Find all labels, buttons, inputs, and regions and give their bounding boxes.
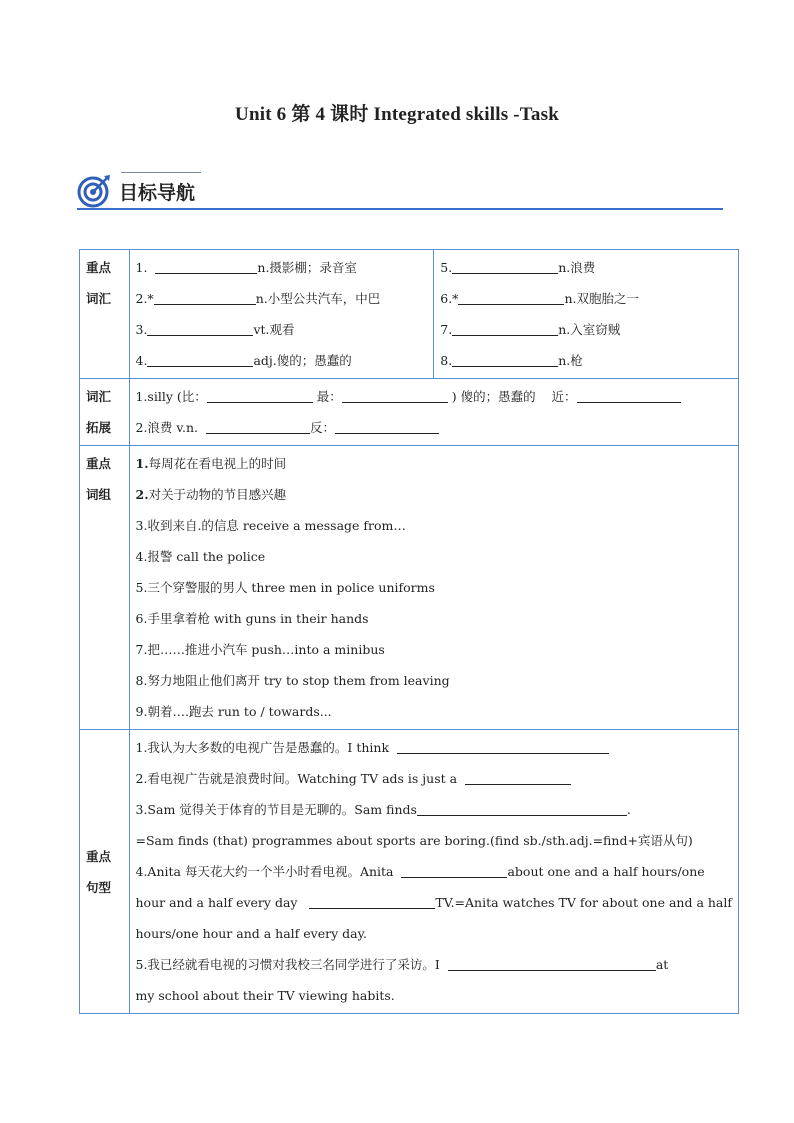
answer-blank[interactable]	[452, 352, 558, 367]
category-line: 词组	[86, 487, 112, 502]
phrase-item	[136, 696, 733, 727]
answer-blank[interactable]	[335, 419, 439, 434]
item-meaning: n.枪	[558, 353, 583, 368]
sentence-item	[136, 732, 733, 763]
sentence-text: 5.我已经就看电视的习惯对我校三名同学进行了采访。I	[135, 957, 440, 972]
expansion-cell	[129, 379, 739, 446]
item-meaning: adj.傻的；愚蠢的	[253, 353, 352, 368]
category-line: 重点	[86, 260, 112, 275]
sentence-text: at	[655, 957, 669, 972]
sentence-text: 2.看电视广告就是浪费时间。Watching TV ads is just a	[135, 771, 458, 786]
page-title: Unit 6 第 4 课时 Integrated skills -Task	[235, 104, 559, 125]
sentence-text: =Sam finds (that) programmes about sports are boring.(find sb./sth.adj.=find+宾语从句)	[135, 833, 693, 848]
phrase-text: 收到来自.的信息 receive a message from…	[147, 518, 406, 533]
vocab-item	[136, 252, 428, 283]
expansion-row	[80, 379, 739, 446]
sentence-text: about one and a half hours/one	[507, 864, 705, 879]
category-line: 词汇	[86, 389, 112, 404]
answer-blank[interactable]	[342, 388, 448, 403]
phrase-item	[136, 479, 733, 510]
answer-blank[interactable]	[465, 770, 571, 785]
answer-blank[interactable]	[154, 290, 256, 305]
phrase-text: 每周花在看电视上的时间	[148, 456, 287, 471]
section-title: 目标导航	[119, 182, 196, 204]
expansion-line	[136, 412, 733, 443]
expansion-text: 反：	[309, 420, 335, 435]
phrase-item	[136, 603, 733, 634]
answer-blank[interactable]	[397, 739, 609, 754]
vocab-item	[136, 283, 428, 314]
item-meaning: n.入室窃贼	[558, 322, 621, 337]
item-num: 7.	[135, 642, 148, 657]
item-num: 2.*	[135, 291, 154, 306]
item-num: 4.	[135, 549, 148, 564]
category-line: 词汇	[86, 291, 112, 306]
item-num: 6.*	[440, 291, 459, 306]
answer-blank[interactable]	[207, 388, 313, 403]
answer-blank[interactable]	[147, 321, 253, 336]
vocab-item	[440, 345, 732, 376]
sentence-item	[136, 949, 733, 980]
answer-blank[interactable]	[448, 956, 656, 971]
answer-blank[interactable]	[401, 863, 507, 878]
sentences-row	[80, 730, 739, 1014]
item-num: 1.	[135, 260, 148, 275]
answer-blank[interactable]	[147, 352, 253, 367]
answer-blank[interactable]	[452, 259, 558, 274]
header-top-line	[121, 172, 201, 173]
vocab-item	[440, 283, 732, 314]
phrase-item	[136, 634, 733, 665]
phrase-text: 对关于动物的节目感兴趣	[148, 487, 287, 502]
item-num: 2.	[135, 487, 149, 502]
item-num: 4.	[135, 353, 148, 368]
item-num: 5.	[135, 580, 148, 595]
item-num: 3.	[135, 322, 148, 337]
category-line: 重点	[86, 456, 112, 471]
sentence-text: TV.=Anita watches TV for about one and a half	[435, 895, 732, 910]
item-num: 7.	[440, 322, 453, 337]
answer-blank[interactable]	[452, 321, 558, 336]
expansion-line	[136, 381, 733, 412]
sentences-category	[80, 730, 130, 1014]
phrase-item	[136, 510, 733, 541]
phrase-item	[136, 448, 733, 479]
category-line: 拓展	[86, 420, 112, 435]
phrases-row	[80, 446, 739, 730]
expansion-text: 1.silly (比：	[135, 389, 207, 404]
item-meaning: n.摄影棚；录音室	[257, 260, 357, 275]
expansion-text: ) 傻的；愚蠢的	[451, 389, 536, 404]
study-table	[79, 249, 739, 1014]
answer-blank[interactable]	[309, 894, 435, 909]
phrase-item	[136, 665, 733, 696]
phrases-cell	[129, 446, 739, 730]
item-num: 5.	[440, 260, 453, 275]
expansion-text: 最：	[316, 389, 342, 404]
item-num: 6.	[135, 611, 148, 626]
phrases-category	[80, 446, 130, 730]
answer-blank[interactable]	[155, 259, 257, 274]
answer-blank[interactable]	[417, 801, 627, 816]
item-num: 8.	[135, 673, 148, 688]
sentence-item	[136, 794, 733, 825]
sentence-text: 1.我认为大多数的电视广告是愚蠢的。I think	[135, 740, 390, 755]
item-num: 1.	[135, 456, 149, 471]
phrase-item	[136, 572, 733, 603]
phrase-text: 把……推进小汽车 push…into a minibus	[147, 642, 385, 657]
sentence-text: 3.Sam 觉得关于体育的节目是无聊的。Sam finds	[135, 802, 417, 817]
section-header	[77, 170, 723, 212]
category-line: 重点	[86, 848, 112, 864]
expansion-category	[80, 379, 130, 446]
sentence-item	[136, 918, 733, 949]
sentence-item	[136, 763, 733, 794]
vocab-grid	[130, 250, 739, 378]
target-icon	[77, 174, 111, 208]
vocab-cell	[129, 250, 739, 379]
phrase-item	[136, 541, 733, 572]
vocab-item	[136, 314, 428, 345]
vocab-right-column	[434, 250, 738, 378]
item-meaning: n.浪费	[558, 260, 596, 275]
item-num: 3.	[135, 518, 148, 533]
vocab-item	[440, 314, 732, 345]
expansion-text: 近：	[551, 389, 577, 404]
sentence-item	[136, 825, 733, 856]
sentence-item	[136, 980, 733, 1011]
phrase-text: 朝着….跑去 run to / towards...	[147, 704, 332, 719]
phrase-text: 报警 call the police	[147, 549, 266, 564]
sentence-item	[136, 887, 733, 918]
category-line: 句型	[86, 879, 112, 895]
section-rule	[77, 208, 723, 210]
answer-blank[interactable]	[458, 290, 564, 305]
answer-blank[interactable]	[206, 419, 310, 434]
expansion-text: 2.浪费 v.n.	[135, 420, 198, 435]
item-num: 9.	[135, 704, 148, 719]
sentence-text: .	[626, 802, 631, 817]
phrase-text: 努力地阻止他们离开 try to stop them from leaving	[147, 673, 450, 688]
vocab-left-column	[130, 250, 434, 378]
vocab-item	[440, 252, 732, 283]
sentence-text: hour and a half every day	[135, 895, 298, 910]
vocab-row	[80, 250, 739, 379]
item-meaning: vt.观看	[253, 322, 295, 337]
item-num: 8.	[440, 353, 453, 368]
item-meaning: n.双胞胎之一	[564, 291, 639, 306]
sentence-item	[136, 856, 733, 887]
vocab-item	[136, 345, 428, 376]
sentence-text: 4.Anita 每天花大约一个半小时看电视。Anita	[135, 864, 394, 879]
sentence-text: hours/one hour and a half every day.	[135, 926, 367, 941]
answer-blank[interactable]	[577, 388, 681, 403]
sentences-cell	[129, 730, 739, 1014]
phrase-text: 手里拿着枪 with guns in their hands	[147, 611, 369, 626]
vocab-category	[80, 250, 130, 379]
item-meaning: n.小型公共汽车，中巴	[255, 291, 381, 306]
sentence-text: my school about their TV viewing habits.	[135, 988, 395, 1003]
phrase-text: 三个穿警服的男人 three men in police uniforms	[147, 580, 435, 595]
